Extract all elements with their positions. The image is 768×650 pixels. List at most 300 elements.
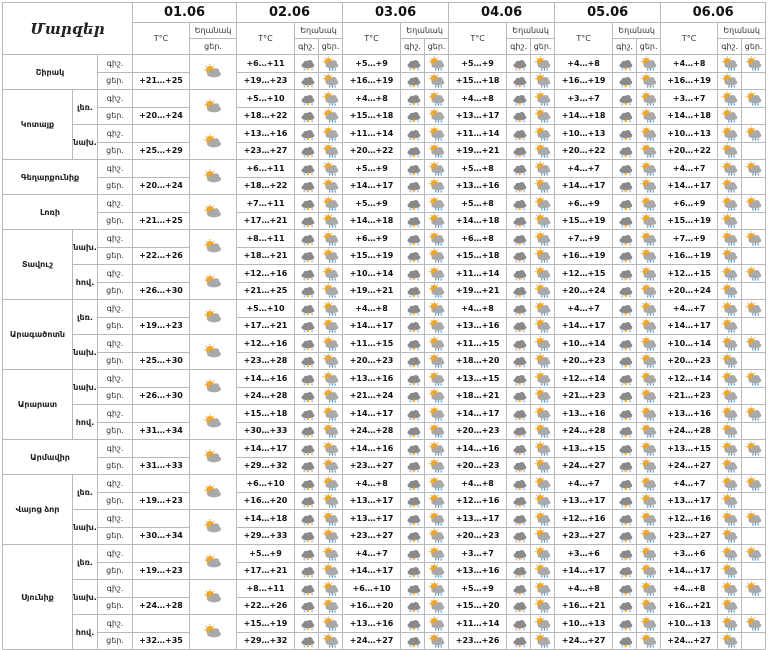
sun-cloud-rain-icon: [532, 563, 554, 578]
temp-range: +14…+17: [343, 562, 401, 580]
weather-cell: [295, 125, 319, 143]
weather-cell: [425, 440, 449, 458]
sun-cloud-rain-icon: [743, 126, 765, 141]
cloud-thunder-rain-icon: [614, 563, 636, 578]
weather-cell: [531, 317, 555, 335]
temp-range: +10…+14: [343, 265, 401, 283]
cloud-thunder-rain-icon: [402, 266, 424, 281]
weather-cell: [319, 247, 343, 265]
weather-cell: [425, 282, 449, 300]
temp-header: T°C: [133, 23, 190, 55]
weather-cell: [295, 422, 319, 440]
sun-cloud-rain-icon: [719, 108, 741, 123]
weather-cell: [531, 247, 555, 265]
sun-cloud-rain-icon: [743, 581, 765, 596]
temp-range: +18…+22: [237, 107, 295, 125]
weather-cell: [637, 352, 661, 370]
sun-cloud-rain-icon: [743, 546, 765, 561]
table-row: [3, 597, 766, 615]
weather-cell: [319, 492, 343, 510]
weather-cell: [742, 632, 766, 650]
weather-cell: [401, 545, 425, 563]
sun-cloud-rain-icon: [638, 91, 660, 106]
table-row: [3, 55, 766, 73]
weather-cell: [531, 107, 555, 125]
region-name: Վայոց ձոր: [3, 475, 73, 545]
sun-cloud-rain-icon: [719, 353, 741, 368]
sun-cloud-rain-icon: [719, 161, 741, 176]
sun-cloud-rain-icon: [532, 546, 554, 561]
weather-cell: [742, 370, 766, 388]
weather-cell: [425, 317, 449, 335]
cloud-thunder-rain-icon: [508, 616, 530, 631]
table-row: [3, 300, 766, 318]
weather-day-header: ցեր.: [425, 39, 449, 55]
weather-night-header: գիշ.: [613, 39, 637, 55]
sun-cloud-rain-icon: [638, 73, 660, 88]
table-row: [3, 195, 766, 213]
temp-range: +20…+22: [343, 142, 401, 160]
weather-cell: [742, 440, 766, 458]
temp-range: +29…+32: [237, 457, 295, 475]
sun-cloud-rain-icon: [320, 143, 342, 158]
cloud-thunder-rain-icon: [402, 511, 424, 526]
temp-range: +13…+16: [449, 177, 507, 195]
sun-cloud-rain-icon: [426, 91, 448, 106]
weather-cell: [190, 440, 237, 475]
date-header: 02.06: [237, 3, 343, 23]
temp-range: +14…+17: [661, 562, 718, 580]
weather-cell: [613, 475, 637, 493]
temp-range: +3…+7: [555, 90, 613, 108]
weather-cell: [507, 195, 531, 213]
temp-range: +4…+7: [555, 475, 613, 493]
weather-cell: [637, 282, 661, 300]
region-name: Արմավիր: [3, 440, 98, 475]
temp-range: +31…+33: [133, 457, 190, 475]
sun-cloud-rain-icon: [719, 511, 741, 526]
cloud-thunder-rain-icon: [614, 266, 636, 281]
cloud-thunder-rain-icon: [296, 598, 318, 613]
weather-cell: [425, 527, 449, 545]
weather-cell: [319, 352, 343, 370]
cloud-thunder-rain-icon: [296, 581, 318, 596]
weather-cell: [613, 107, 637, 125]
cloud-thunder-rain-icon: [614, 458, 636, 473]
weather-cell: [319, 370, 343, 388]
sun-cloud-rain-icon: [719, 493, 741, 508]
weather-cell: [718, 107, 742, 125]
date-header: 03.06: [343, 3, 449, 23]
cloud-thunder-rain-icon: [614, 161, 636, 176]
cloud-thunder-rain-icon: [402, 73, 424, 88]
cloud-thunder-rain-icon: [614, 633, 636, 648]
temp-range: [133, 300, 190, 318]
cloud-thunder-rain-icon: [508, 528, 530, 543]
temp-range: +23…+27: [237, 142, 295, 160]
time-of-day: գիշ.: [98, 230, 133, 248]
weather-cell: [637, 510, 661, 528]
sun-cloud-rain-icon: [719, 56, 741, 71]
weather-cell: [718, 212, 742, 230]
sun-cloud-rain-icon: [426, 528, 448, 543]
time-of-day: ցեր.: [98, 177, 133, 195]
weather-cell: [507, 230, 531, 248]
table-row: [3, 510, 766, 528]
weather-cell: [718, 352, 742, 370]
weather-cell: [401, 475, 425, 493]
table-row: [3, 125, 766, 143]
sun-cloud-rain-icon: [532, 213, 554, 228]
weather-cell: [401, 580, 425, 598]
temp-range: +5…+8: [449, 195, 507, 213]
weather-cell: [531, 55, 555, 73]
time-of-day: ցեր.: [98, 632, 133, 650]
weather-cell: [507, 125, 531, 143]
table-row: [3, 72, 766, 90]
time-of-day: ցեր.: [98, 107, 133, 125]
table-row: [3, 160, 766, 178]
weather-cell: [637, 107, 661, 125]
weather-cell: [401, 55, 425, 73]
sun-cloud-rain-icon: [320, 441, 342, 456]
sun-cloud-rain-icon: [719, 528, 741, 543]
weather-cell: [742, 457, 766, 475]
sun-cloud-rain-icon: [638, 546, 660, 561]
weather-cell: [401, 90, 425, 108]
weather-cell: [742, 562, 766, 580]
zone-label: նախ.: [73, 580, 98, 615]
sun-cloud-rain-icon: [320, 563, 342, 578]
weather-cell: [425, 160, 449, 178]
temp-range: [133, 55, 190, 73]
weather-cell: [613, 142, 637, 160]
cloud-thunder-rain-icon: [402, 231, 424, 246]
cloud-thunder-rain-icon: [508, 353, 530, 368]
weather-cell: [718, 475, 742, 493]
weather-cell: [507, 300, 531, 318]
cloud-thunder-rain-icon: [296, 178, 318, 193]
weather-cell: [637, 457, 661, 475]
sun-cloud-rain-icon: [532, 388, 554, 403]
time-of-day: գիշ.: [98, 195, 133, 213]
sun-cloud-rain-icon: [320, 301, 342, 316]
temp-range: +13…+16: [661, 405, 718, 423]
weather-cell: [718, 317, 742, 335]
weather-cell: [507, 352, 531, 370]
temp-range: +23…+27: [343, 527, 401, 545]
cloud-thunder-rain-icon: [296, 283, 318, 298]
sun-cloud-rain-icon: [320, 546, 342, 561]
weather-cell: [507, 440, 531, 458]
weather-cell: [742, 387, 766, 405]
sun-cloud-rain-icon: [532, 248, 554, 263]
cloud-thunder-rain-icon: [614, 353, 636, 368]
weather-cell: [319, 160, 343, 178]
temp-range: +16…+19: [343, 72, 401, 90]
temp-range: +14…+18: [555, 107, 613, 125]
temp-range: +5…+9: [449, 580, 507, 598]
weather-cell: [401, 352, 425, 370]
sun-cloud-rain-icon: [638, 353, 660, 368]
cloud-thunder-rain-icon: [402, 581, 424, 596]
sun-cloud-rain-icon: [638, 528, 660, 543]
region-name: Գեղարքունիք: [3, 160, 98, 195]
sun-cloud-rain-icon: [638, 388, 660, 403]
region-name: Լոռի: [3, 195, 98, 230]
temp-range: +19…+21: [449, 142, 507, 160]
cloud-thunder-rain-icon: [296, 248, 318, 263]
cloud-thunder-rain-icon: [402, 213, 424, 228]
weather-cell: [637, 632, 661, 650]
weather-cell: [507, 545, 531, 563]
cloud-thunder-rain-icon: [296, 108, 318, 123]
sun-cloud-rain-icon: [743, 301, 765, 316]
weather-cell: [295, 387, 319, 405]
sun-cloud-rain-icon: [532, 458, 554, 473]
temp-range: +26…+30: [133, 282, 190, 300]
weather-cell: [425, 632, 449, 650]
cloud-thunder-rain-icon: [296, 231, 318, 246]
weather-cell: [401, 300, 425, 318]
cloud-thunder-rain-icon: [508, 73, 530, 88]
weather-cell: [507, 265, 531, 283]
table-row: [3, 107, 766, 125]
sun-cloud-rain-icon: [719, 563, 741, 578]
cloud-thunder-rain-icon: [614, 546, 636, 561]
temp-range: +4…+7: [661, 475, 718, 493]
sun-cloud-rain-icon: [320, 266, 342, 281]
temp-header: T°C: [343, 23, 401, 55]
cloud-thunder-rain-icon: [402, 528, 424, 543]
time-of-day: ցեր.: [98, 457, 133, 475]
sun-cloud-rain-icon: [426, 423, 448, 438]
cloud-thunder-rain-icon: [402, 336, 424, 351]
weather-cell: [401, 422, 425, 440]
weather-cell: [507, 510, 531, 528]
temp-range: +5…+9: [343, 160, 401, 178]
temp-range: +13…+15: [449, 370, 507, 388]
sun-cloud-rain-icon: [638, 441, 660, 456]
weather-cell: [742, 510, 766, 528]
weather-cell: [531, 335, 555, 353]
sun-cloud-rain-icon: [532, 371, 554, 386]
sun-cloud-rain-icon: [638, 318, 660, 333]
cloud-thunder-rain-icon: [614, 143, 636, 158]
weather-cell: [295, 405, 319, 423]
cloud-thunder-rain-icon: [614, 283, 636, 298]
sun-cloud-rain-icon: [638, 493, 660, 508]
weather-header: Եղանակ: [718, 23, 766, 39]
weather-night-header: գիշ.: [507, 39, 531, 55]
sun-cloud-icon: [201, 273, 225, 291]
temp-range: +3…+7: [661, 90, 718, 108]
weather-cell: [401, 335, 425, 353]
temp-range: +4…+8: [555, 580, 613, 598]
weather-cell: [718, 265, 742, 283]
weather-cell: [531, 300, 555, 318]
sun-cloud-rain-icon: [426, 126, 448, 141]
temp-range: +5…+9: [343, 195, 401, 213]
weather-cell: [401, 387, 425, 405]
sun-cloud-icon: [201, 413, 225, 431]
sun-cloud-rain-icon: [719, 388, 741, 403]
time-of-day: ցեր.: [98, 352, 133, 370]
cloud-thunder-rain-icon: [614, 248, 636, 263]
sun-cloud-icon: [201, 308, 225, 326]
weather-cell: [742, 230, 766, 248]
temp-range: +16…+19: [555, 72, 613, 90]
sun-cloud-icon: [201, 203, 225, 221]
cloud-thunder-rain-icon: [508, 511, 530, 526]
temp-range: +13…+16: [343, 370, 401, 388]
cloud-thunder-rain-icon: [508, 546, 530, 561]
temp-range: +5…+8: [449, 160, 507, 178]
temp-range: +20…+24: [555, 282, 613, 300]
sun-cloud-rain-icon: [532, 423, 554, 438]
weather-cell: [425, 125, 449, 143]
sun-cloud-rain-icon: [719, 196, 741, 211]
sun-cloud-icon: [201, 343, 225, 361]
weather-cell: [401, 282, 425, 300]
temp-range: [133, 195, 190, 213]
time-of-day: գիշ.: [98, 545, 133, 563]
sun-cloud-rain-icon: [719, 126, 741, 141]
temp-range: +14…+17: [449, 405, 507, 423]
sun-cloud-rain-icon: [426, 511, 448, 526]
sun-cloud-rain-icon: [638, 196, 660, 211]
weather-header: Եղանակ: [295, 23, 343, 39]
cloud-thunder-rain-icon: [402, 633, 424, 648]
weather-cell: [295, 457, 319, 475]
temp-range: +7…+11: [237, 195, 295, 213]
weather-cell: [613, 632, 637, 650]
weather-cell: [718, 72, 742, 90]
cloud-thunder-rain-icon: [508, 248, 530, 263]
weather-cell: [190, 160, 237, 195]
weather-cell: [613, 352, 637, 370]
temp-range: +6…+11: [237, 160, 295, 178]
weather-cell: [531, 282, 555, 300]
temp-range: +20…+24: [133, 107, 190, 125]
weather-cell: [531, 160, 555, 178]
weather-cell: [613, 422, 637, 440]
table-row: [3, 265, 766, 283]
weather-cell: [742, 335, 766, 353]
weather-cell: [295, 160, 319, 178]
weather-cell: [401, 212, 425, 230]
cloud-thunder-rain-icon: [614, 581, 636, 596]
weather-cell: [319, 597, 343, 615]
temp-range: [133, 160, 190, 178]
weather-cell: [425, 90, 449, 108]
sun-cloud-icon: [201, 518, 225, 536]
sun-cloud-rain-icon: [743, 371, 765, 386]
cloud-thunder-rain-icon: [614, 196, 636, 211]
weather-cell: [637, 317, 661, 335]
sun-cloud-rain-icon: [426, 616, 448, 631]
zone-label: լեռ.: [73, 90, 98, 125]
weather-cell: [319, 510, 343, 528]
temp-range: +14…+17: [237, 440, 295, 458]
temp-range: +4…+8: [449, 90, 507, 108]
weather-day-header: ցեր.: [637, 39, 661, 55]
weather-cell: [613, 562, 637, 580]
weather-cell: [742, 300, 766, 318]
temp-range: +4…+7: [343, 545, 401, 563]
cloud-thunder-rain-icon: [614, 528, 636, 543]
weather-cell: [742, 475, 766, 493]
weather-cell: [507, 457, 531, 475]
weather-cell: [190, 545, 237, 580]
temp-range: +20…+24: [661, 282, 718, 300]
weather-cell: [718, 615, 742, 633]
weather-cell: [319, 545, 343, 563]
weather-cell: [295, 562, 319, 580]
weather-cell: [295, 527, 319, 545]
weather-day-header: ցեր.: [742, 39, 766, 55]
temp-range: +15…+19: [343, 247, 401, 265]
temp-range: +6…+8: [449, 230, 507, 248]
temp-range: +4…+8: [343, 300, 401, 318]
temp-range: +6…+9: [555, 195, 613, 213]
sun-cloud-rain-icon: [532, 91, 554, 106]
weather-cell: [190, 370, 237, 405]
cloud-thunder-rain-icon: [614, 108, 636, 123]
region-name: Կոտայք: [3, 90, 73, 160]
temp-range: [133, 545, 190, 563]
time-of-day: ցեր.: [98, 247, 133, 265]
temp-range: +23…+27: [343, 457, 401, 475]
temp-range: +13…+15: [555, 440, 613, 458]
cloud-thunder-rain-icon: [296, 528, 318, 543]
cloud-thunder-rain-icon: [402, 301, 424, 316]
sun-cloud-rain-icon: [719, 336, 741, 351]
time-of-day: ցեր.: [98, 282, 133, 300]
temp-range: [133, 370, 190, 388]
temp-range: +18…+22: [237, 177, 295, 195]
temp-range: +4…+7: [661, 300, 718, 318]
weather-cell: [718, 632, 742, 650]
weather-cell: [718, 422, 742, 440]
cloud-thunder-rain-icon: [614, 318, 636, 333]
weather-cell: [319, 212, 343, 230]
cloud-thunder-rain-icon: [508, 441, 530, 456]
weather-cell: [295, 265, 319, 283]
weather-cell: [742, 247, 766, 265]
temp-range: +19…+21: [343, 282, 401, 300]
temp-range: +20…+23: [661, 352, 718, 370]
temp-range: +5…+9: [449, 55, 507, 73]
cloud-thunder-rain-icon: [508, 423, 530, 438]
temp-range: +14…+18: [449, 212, 507, 230]
temp-range: +3…+6: [661, 545, 718, 563]
temp-range: [133, 510, 190, 528]
weather-cell: [295, 492, 319, 510]
weather-cell: [718, 527, 742, 545]
weather-cell: [613, 55, 637, 73]
weather-cell: [637, 545, 661, 563]
weather-cell: [190, 265, 237, 300]
sun-cloud-rain-icon: [638, 178, 660, 193]
weather-cell: [742, 212, 766, 230]
cloud-thunder-rain-icon: [402, 126, 424, 141]
temp-range: +21…+24: [343, 387, 401, 405]
date-header: 04.06: [449, 3, 555, 23]
temp-range: +13…+17: [343, 510, 401, 528]
cloud-thunder-rain-icon: [402, 143, 424, 158]
sun-cloud-rain-icon: [426, 213, 448, 228]
